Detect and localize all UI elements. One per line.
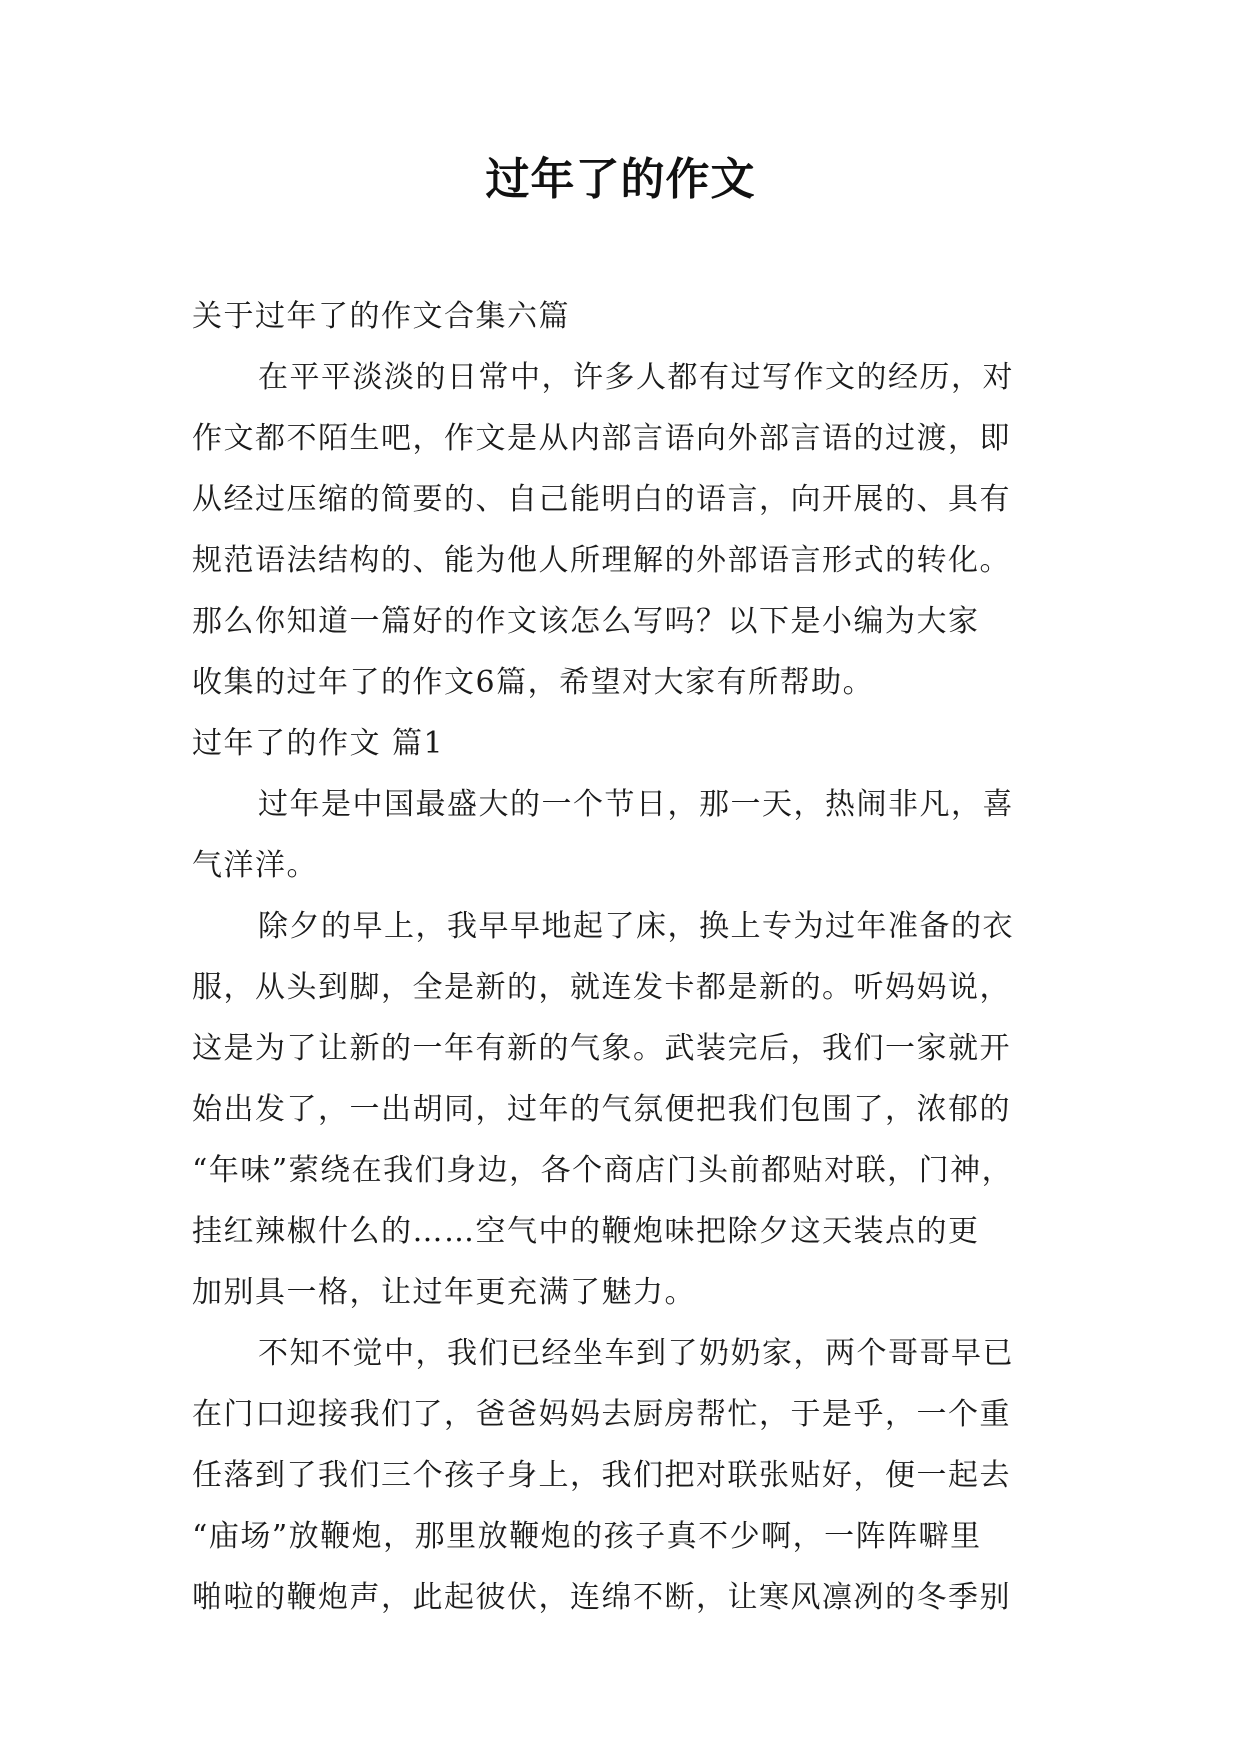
section-heading: 过年了的作文 篇1 bbox=[192, 726, 445, 761]
paragraph-line: 任落到了我们三个孩子身上，我们把对联张贴好，便一起去 bbox=[192, 1458, 1011, 1493]
document-body bbox=[192, 286, 1062, 1628]
subtitle-line: 关于过年了的作文合集六篇 bbox=[192, 299, 570, 334]
paragraph-line: “年味”萦绕在我们身边，各个商店门头前都贴对联，门神， bbox=[192, 1153, 1014, 1188]
paragraph-line: 规范语法结构的、能为他人所理解的外部语言形式的转化。 bbox=[192, 543, 1011, 578]
paragraph-line: 加别具一格，让过年更充满了魅力。 bbox=[192, 1275, 696, 1310]
paragraph-line: 这是为了让新的一年有新的气象。武装完后，我们一家就开 bbox=[192, 1031, 1011, 1066]
paragraph-line: 从经过压缩的简要的、自己能明白的语言，向开展的、具有 bbox=[192, 482, 1011, 517]
paragraph-line: 气洋洋。 bbox=[192, 848, 318, 883]
paragraph-line: 过年是中国最盛大的一个节日，那一天，热闹非凡，喜 bbox=[258, 787, 1014, 822]
document-title: 过年了的作文 bbox=[485, 154, 756, 205]
paragraph-line: 那么你知道一篇好的作文该怎么写吗？以下是小编为大家 bbox=[192, 604, 980, 639]
paragraph-line: 不知不觉中，我们已经坐车到了奶奶家，两个哥哥早已 bbox=[258, 1336, 1014, 1371]
paragraph-line: 除夕的早上，我早早地起了床，换上专为过年准备的衣 bbox=[258, 909, 1014, 944]
paragraph-line: “庙场”放鞭炮，那里放鞭炮的孩子真不少啊，一阵阵噼里 bbox=[192, 1519, 982, 1554]
paragraph-line: 收集的过年了的作文6篇，希望对大家有所帮助。 bbox=[192, 665, 875, 700]
paragraph-line: 在平平淡淡的日常中，许多人都有过写作文的经历，对 bbox=[258, 360, 1014, 395]
paragraph-line: 啪啦的鞭炮声，此起彼伏，连绵不断，让寒风凛冽的冬季别 bbox=[192, 1580, 1011, 1615]
paragraph-line: 始出发了，一出胡同，过年的气氛便把我们包围了，浓郁的 bbox=[192, 1092, 1011, 1127]
paragraph-line: 挂红辣椒什么的……空气中的鞭炮味把除夕这天装点的更 bbox=[192, 1214, 980, 1249]
paragraph-line: 在门口迎接我们了，爸爸妈妈去厨房帮忙，于是乎，一个重 bbox=[192, 1397, 1011, 1432]
paragraph-line: 服，从头到脚，全是新的，就连发卡都是新的。听妈妈说， bbox=[192, 970, 1011, 1005]
paragraph-line: 作文都不陌生吧，作文是从内部言语向外部言语的过渡，即 bbox=[192, 421, 1011, 456]
